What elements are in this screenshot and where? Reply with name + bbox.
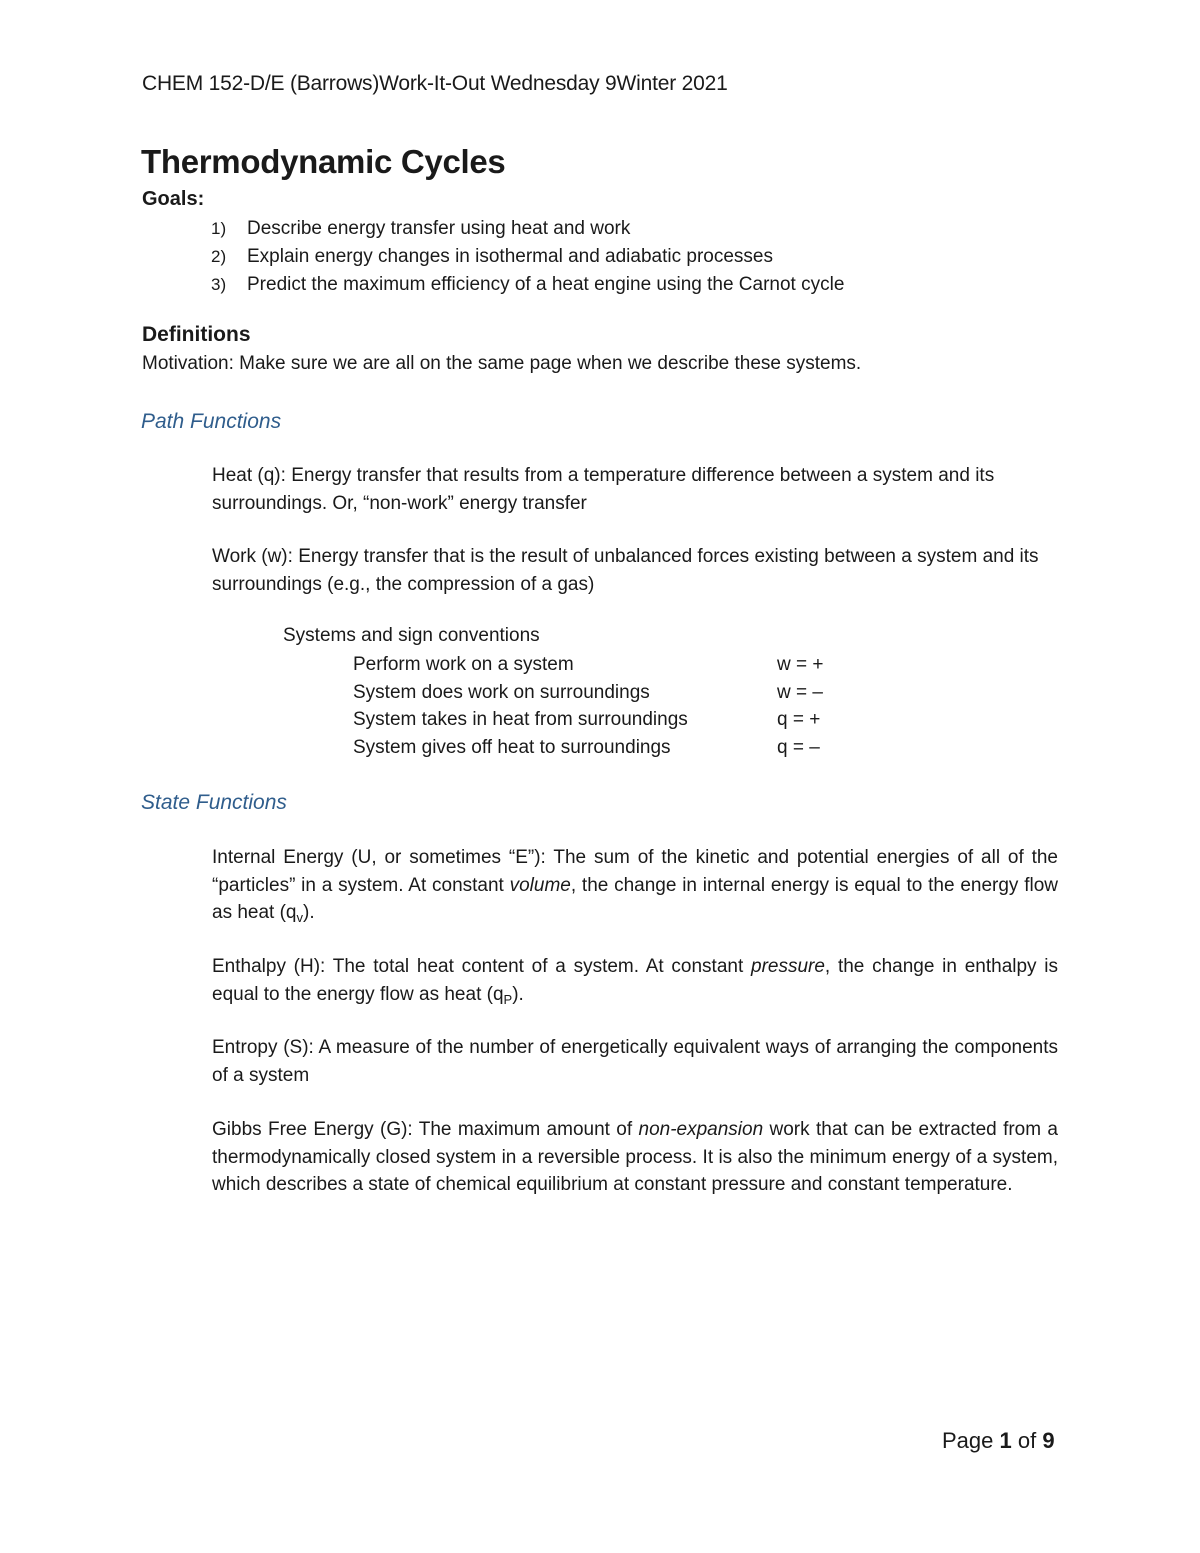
sign-conventions-title: Systems and sign conventions	[283, 625, 540, 646]
page-word: Page	[942, 1428, 994, 1453]
sign-value: q = –	[777, 736, 820, 758]
heat-definition	[212, 462, 1058, 517]
internal-energy-term: Internal Energy (U, or sometimes “E”):	[212, 847, 546, 868]
table-row	[353, 706, 853, 734]
gibbs-text: work that can be extracted from a thermodynamically closed system in a reversible process. It is also the minimum energy of a system, which describes a state of chemical equilibrium at constant pressure and constant temperature.	[212, 1119, 1058, 1195]
of-word: of	[1017, 1428, 1037, 1453]
entropy-term: Entropy (S):	[212, 1037, 314, 1058]
enthalpy-text: , the change in enthalpy is equal to the energy flow as heat (q	[212, 956, 1059, 1005]
sign-value: q = +	[777, 709, 821, 730]
page-header: CHEM 152-D/E (Barrows)Work-It-Out Wednesday 9Winter 2021	[142, 72, 728, 95]
state-functions-heading: State Functions	[141, 791, 287, 814]
list-number: 3)	[211, 275, 227, 294]
list-number: 2)	[211, 247, 227, 266]
current-page: 1	[999, 1428, 1012, 1453]
enthalpy-term: Enthalpy (H):	[212, 956, 326, 977]
goals-label: Goals:	[142, 188, 205, 210]
sign-value: w = –	[777, 681, 823, 703]
gibbs-text: The maximum amount of	[412, 1119, 639, 1140]
path-functions-heading: Path Functions	[141, 410, 282, 433]
gibbs-term: Gibbs Free Energy (G):	[212, 1119, 413, 1140]
subscript: v	[296, 910, 303, 925]
sign-description: Perform work on a system	[353, 654, 574, 675]
page-number	[942, 1428, 1055, 1454]
list-item	[142, 215, 844, 243]
sign-description: System takes in heat from surroundings	[353, 709, 688, 730]
entropy-text: A measure of the number of energetically equivalent ways of arranging the components of a system	[212, 1037, 1058, 1086]
table-row	[353, 651, 853, 679]
internal-energy-text: ).	[303, 902, 315, 923]
enthalpy-text: The total heat content of a system. At constant	[325, 956, 751, 977]
internal-energy-text: The sum of the kinetic and potential energies of all of the “particles” in a system. At constant	[212, 847, 1058, 896]
sign-conventions-table	[353, 651, 853, 761]
goals-list	[142, 215, 844, 299]
internal-energy-definition	[212, 844, 1058, 927]
heat-term: Heat (q):	[212, 465, 286, 486]
sign-description: System gives off heat to surroundings	[353, 736, 671, 758]
emphasis-text: non-expansion	[638, 1119, 764, 1140]
motivation-text: Motivation: Make sure we are all on the same page when we describe these systems.	[142, 353, 862, 374]
work-text: Energy transfer that is the result of unbalanced forces existing between a system and its surroundings (e.g., the compression of a gas)	[212, 546, 1039, 595]
enthalpy-definition	[212, 953, 1058, 1008]
entropy-definition	[212, 1034, 1058, 1089]
list-item-text: Predict the maximum efficiency of a heat engine using the Carnot cycle	[247, 274, 845, 295]
list-item-text: Explain energy changes in isothermal and adiabatic processes	[247, 246, 773, 267]
list-item	[142, 243, 844, 271]
emphasis-text: volume	[509, 874, 571, 896]
list-item-text: Describe energy transfer using heat and work	[247, 218, 631, 239]
list-item	[142, 271, 844, 299]
sign-value: w = +	[777, 654, 824, 675]
page-title: Thermodynamic Cycles	[141, 143, 506, 180]
table-row	[353, 679, 853, 707]
enthalpy-text: ).	[512, 983, 524, 1005]
table-row	[353, 734, 853, 762]
emphasis-text: pressure	[751, 956, 825, 977]
total-pages: 9	[1042, 1428, 1055, 1453]
gibbs-definition	[212, 1116, 1058, 1199]
list-number: 1)	[211, 219, 227, 238]
definitions-heading: Definitions	[142, 323, 251, 346]
work-definition	[212, 543, 1058, 598]
sign-description: System does work on surroundings	[353, 681, 650, 703]
internal-energy-text: , the change in internal energy is equal to the energy flow as heat (q	[212, 874, 1058, 923]
work-term: Work (w):	[212, 546, 293, 567]
heat-text: Energy transfer that results from a temperature difference between a system and its surroundings. Or, “non-work” energy transfer	[212, 465, 995, 514]
subscript: P	[503, 991, 513, 1007]
